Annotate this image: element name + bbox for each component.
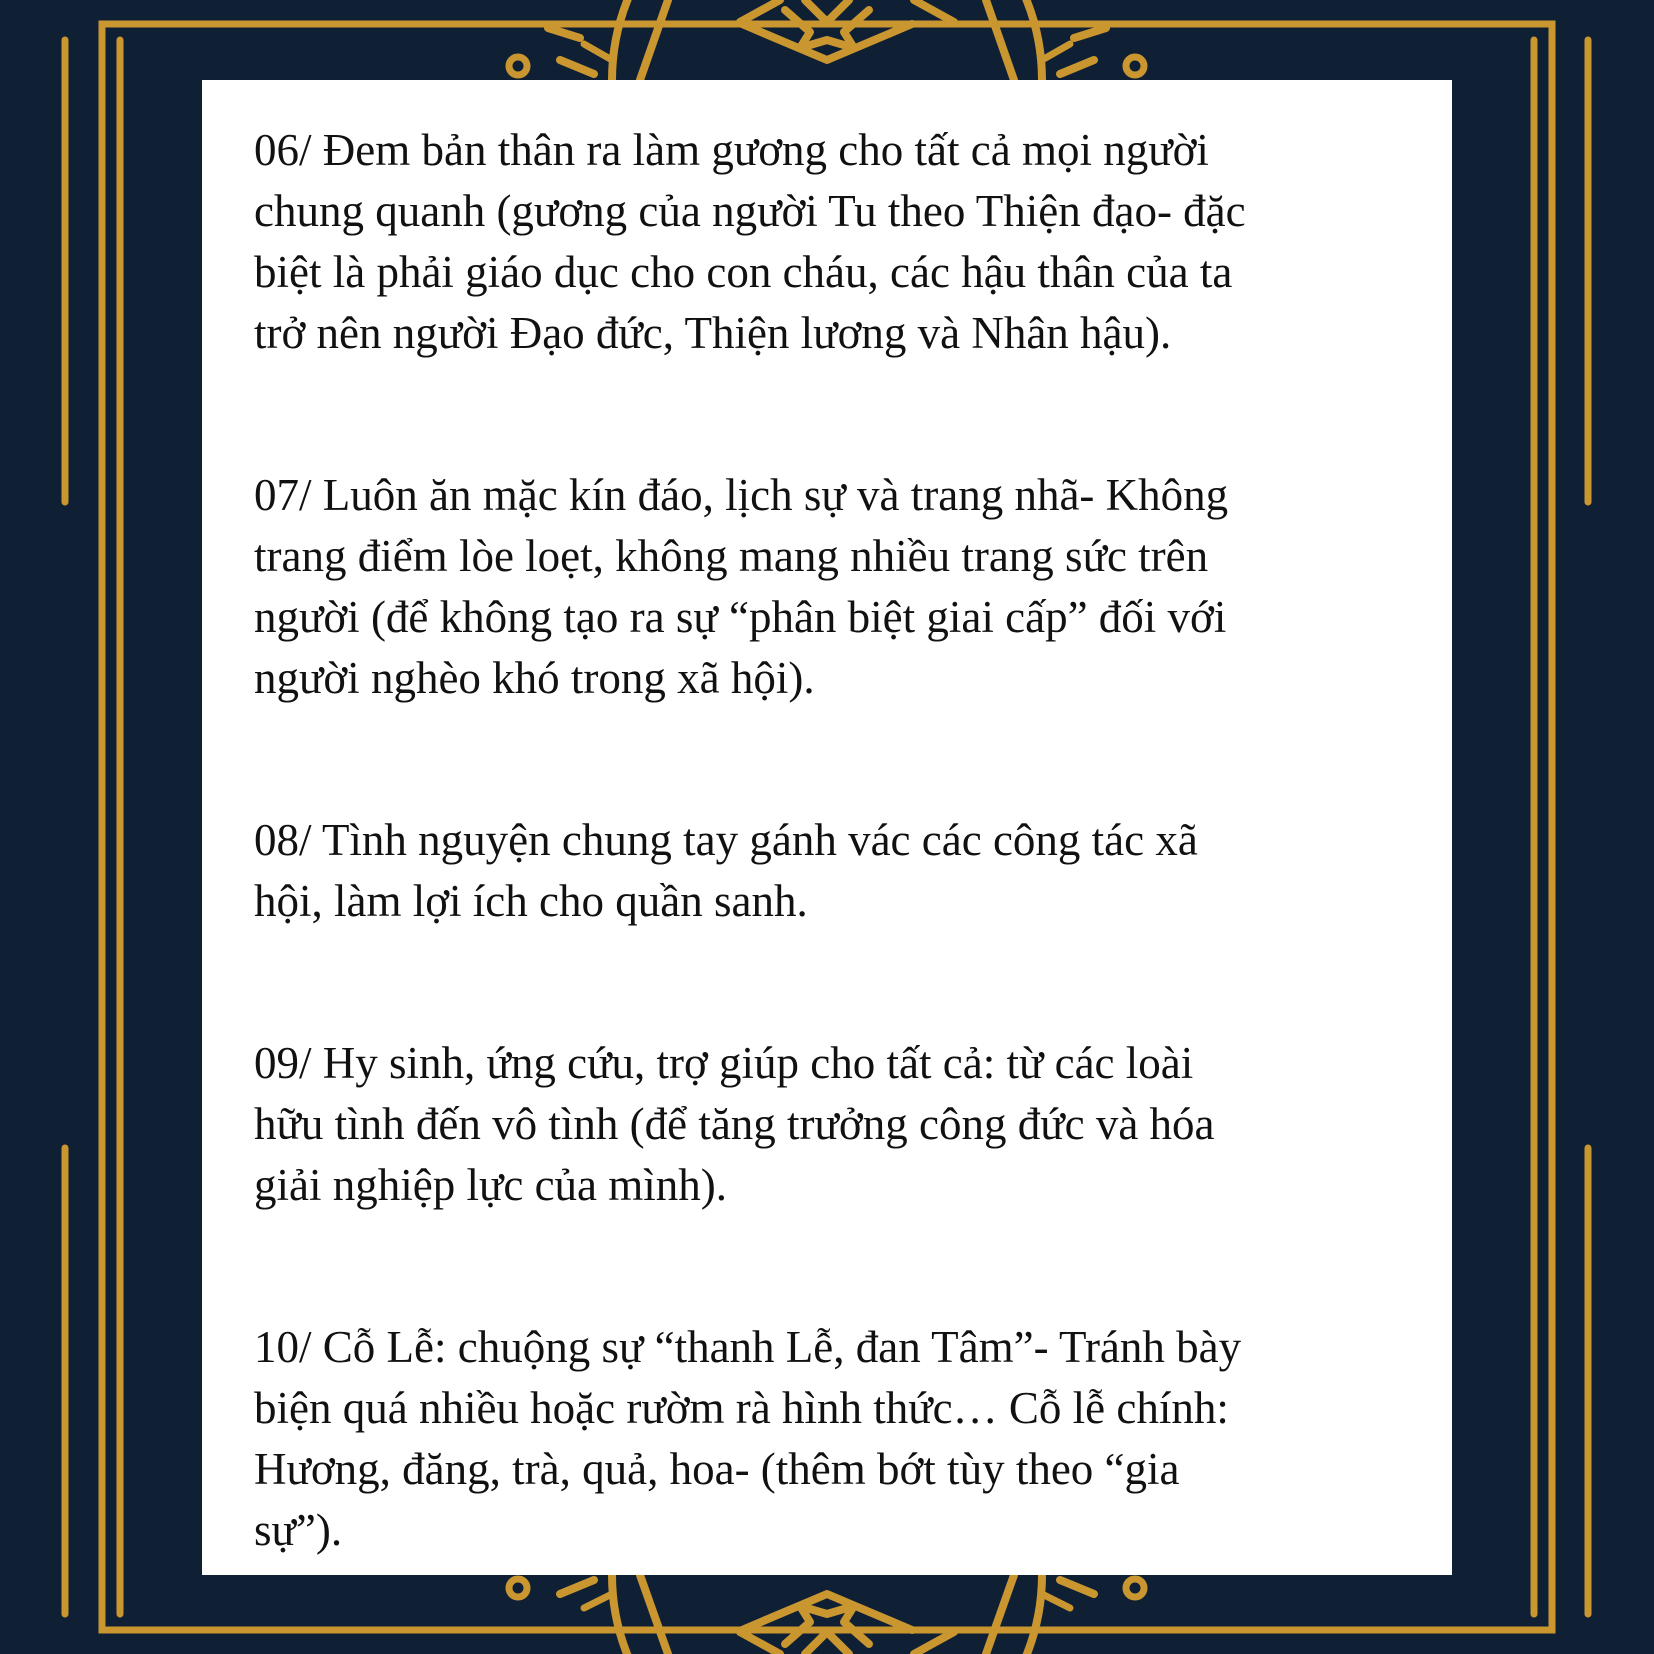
star-medallion-icon — [548, 0, 1106, 80]
item-08: 08/ Tình nguyện chung tay gánh vác các công tác xã hội, làm lợi ích cho quần sanh. — [254, 815, 1198, 926]
item-07: 07/ Luôn ăn mặc kín đáo, lịch sự và trang nhã- Không trang điểm lòe loẹt, không mang nhiều trang sức trên người (để không tạo ra sự “phân biệt giai cấp” đối với người nghèo khó trong xã hội). — [254, 470, 1229, 703]
star-medallion-icon — [560, 1575, 1094, 1654]
item-09: 09/ Hy sinh, ứng cứu, trợ giúp cho tất cả: từ các loài hữu tình đến vô tình (để tăng trưởng công đức và hóa giải nghiệp lực của mình). — [254, 1038, 1215, 1210]
item-10: 10/ Cỗ Lễ: chuộng sự “thanh Lễ, đan Tâm”- Tránh bày biện quá nhiều hoặc rườm rà hình thức… Cỗ lễ chính: Hương, đăng, trà, quả, hoa- (thêm bớt tùy theo “gia sự”). — [254, 1322, 1242, 1555]
item-06: 06/ Đem bản thân ra làm gương cho tất cả mọi người chung quanh (gương của người Tu theo Thiện đạo- đặc biệt là phải giáo dục cho con cháu, các hậu thân của ta trở nên người Đạo đức, Thiện lương và Nhân hậu). — [254, 125, 1246, 358]
content-panel — [202, 80, 1452, 1575]
